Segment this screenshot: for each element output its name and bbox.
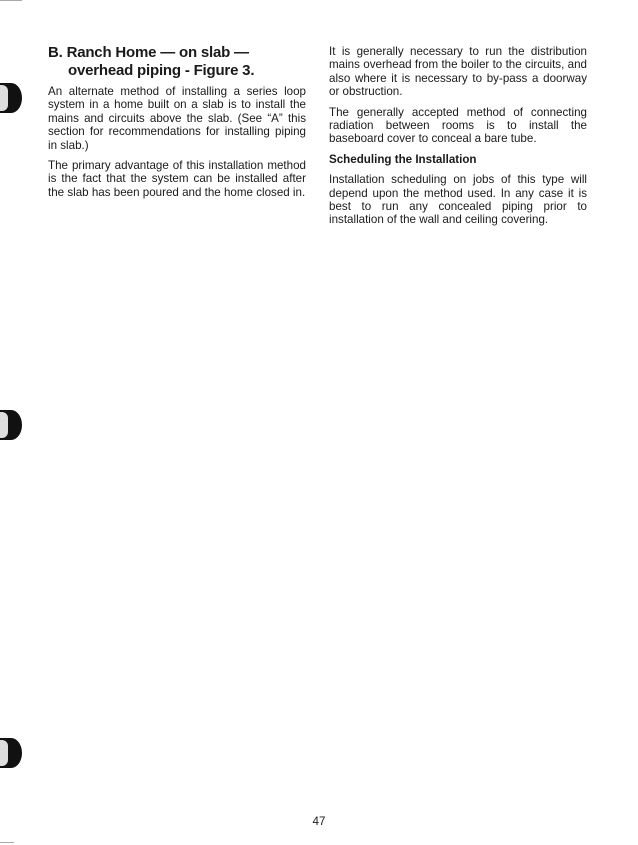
subheading: Scheduling the Installation bbox=[329, 152, 477, 166]
page-edge-mark-top bbox=[0, 0, 22, 1]
paragraph: Installation scheduling on jobs of this type will depend upon the method used. In any case it is best to run any concealed piping prior to installation of the wall and ceiling covering. bbox=[329, 173, 587, 227]
right-column bbox=[329, 45, 587, 234]
section-heading: B. Ranch Home — on slab — overhead piping - Figure 3. bbox=[48, 44, 255, 79]
paragraph: The generally accepted method of connecting radiation between rooms is to install the baseboard cover to conceal a bare tube. bbox=[329, 105, 587, 146]
left-column bbox=[48, 44, 306, 206]
paragraph: The primary advantage of this installation method is the fact that the system can be installed after the slab has been poured and the home closed in. bbox=[48, 159, 306, 199]
binder-hole-icon bbox=[0, 83, 22, 113]
paragraph: It is generally necessary to run the distribution mains overhead from the boiler to the circuits, and also where it is necessary to by-pass a doorway or obstruction. bbox=[329, 45, 587, 99]
binder-hole-icon bbox=[0, 410, 22, 440]
page-number: 47 bbox=[312, 815, 326, 828]
binder-hole-icon bbox=[0, 738, 22, 768]
paragraph: An alternate method of installing a series loop system in a home built on a slab is to install the mains and circuits above the slab. (See “A” this section for recommendations for installing piping in slab.) bbox=[48, 85, 306, 152]
page-edge-mark-bottom bbox=[0, 842, 14, 843]
